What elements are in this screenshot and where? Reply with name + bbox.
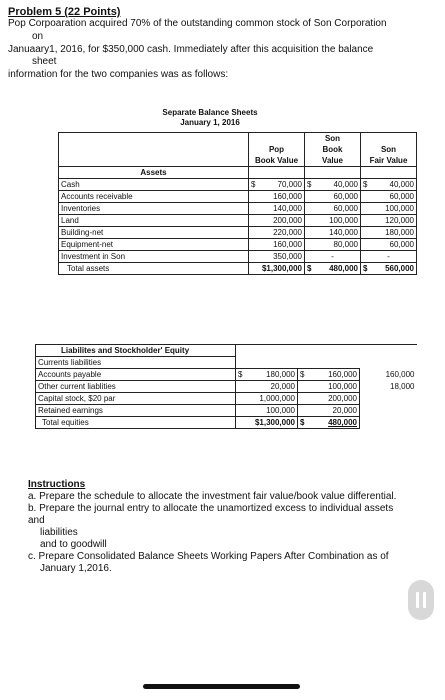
dollar-sign: $: [363, 180, 368, 189]
son-book-value: 140,000: [305, 227, 361, 239]
liabilities-title: Liabilites and Stockholder' Equity: [36, 345, 236, 357]
table-row: [59, 203, 417, 215]
son-fair-value: [360, 393, 417, 405]
dollar-sign: $: [307, 180, 312, 189]
son-fair-value: 60,000: [361, 239, 417, 251]
scroll-handle-button[interactable]: [408, 580, 434, 620]
son-fair-value: -: [361, 251, 417, 263]
table-row: [36, 381, 417, 393]
row-label: Cash: [59, 179, 249, 191]
dollar-sign: $: [251, 180, 256, 189]
table-row: [59, 215, 417, 227]
pop-value: 160,000: [249, 239, 305, 251]
instructions-heading: Instructions: [28, 479, 86, 490]
problem-title: Problem 5 (22 Points): [8, 6, 121, 18]
home-indicator[interactable]: [143, 684, 300, 689]
problem-line-1: Pop Corpoaration acquired 70% of the outstanding common stock of Son Corporation: [8, 18, 387, 29]
row-label: Currents liabilities: [36, 357, 236, 369]
row-label: Equipment-net: [59, 239, 249, 251]
son-fair-value: [360, 405, 417, 417]
pop-value: 220,000: [249, 227, 305, 239]
pop-value: 100,000: [236, 405, 298, 417]
dollar-sign: $: [238, 370, 243, 379]
dollar-sign: $: [363, 264, 368, 273]
balance-sheet-title: Separate Balance Sheets: [162, 108, 258, 117]
row-label: Investment in Son: [59, 251, 249, 263]
pop-total: $1,300,000: [236, 417, 298, 429]
row-label: Total equities: [36, 417, 236, 429]
son-fair-total: [360, 417, 417, 429]
instruction-line-b: b. Prepare the journal entry to allocate the unamortized excess to individual assets: [28, 503, 394, 514]
row-label: Accounts receivable: [59, 191, 249, 203]
son-book-value: 80,000: [305, 239, 361, 251]
table-row-total: [59, 263, 417, 275]
row-label: Capital stock, $20 par: [36, 393, 236, 405]
instruction-line-c: c. Prepare Consolidated Balance Sheets Working Papers After Combination as of: [28, 551, 389, 562]
instruction-line-b-cont-2: liabilities: [40, 527, 78, 538]
assets-table: [58, 132, 417, 275]
row-label: Land: [59, 215, 249, 227]
col-header-son-book-3: Value: [305, 155, 361, 167]
son-book-value: -: [305, 251, 361, 263]
son-book-total: 480,000: [328, 418, 357, 427]
pop-value: 350,000: [249, 251, 305, 263]
grip-icon: [423, 592, 426, 608]
table-row: [36, 369, 417, 381]
table-row: [36, 393, 417, 405]
pop-value: 140,000: [249, 203, 305, 215]
balance-sheet-date: January 1, 2016: [180, 118, 240, 127]
table-row: [59, 239, 417, 251]
son-book-value: 100,000: [305, 215, 361, 227]
table-row: [36, 357, 417, 369]
pop-value: 160,000: [249, 191, 305, 203]
son-book-value: 100,000: [298, 381, 360, 393]
table-row: [59, 191, 417, 203]
problem-line-5: information for the two companies was as follows:: [8, 69, 229, 80]
col-header-pop-1: Pop: [249, 144, 305, 155]
dollar-sign: $: [307, 264, 312, 273]
son-book-value: 60,000: [305, 191, 361, 203]
instruction-line-b-cont-1: and: [28, 515, 45, 526]
instruction-line-c-cont: January 1,2016.: [40, 563, 112, 574]
instruction-line-a: a. Prepare the schedule to allocate the investment fair value/book value differential.: [28, 491, 397, 502]
col-header-pop-2: Book Value: [249, 155, 305, 167]
son-fair-total: 560,000: [385, 264, 414, 273]
row-label: Building-net: [59, 227, 249, 239]
son-fair-value: 18,000: [390, 382, 415, 391]
table-row: [59, 251, 417, 263]
col-header-son-fair-1: Son: [361, 144, 417, 155]
son-fair-value: 40,000: [389, 180, 414, 189]
assets-header: Assets: [59, 167, 249, 179]
son-fair-value: 180,000: [361, 227, 417, 239]
problem-line-3: Januaary1, 2016, for $350,000 cash. Immediately after this acquisition the balance: [8, 44, 374, 55]
son-book-value: 60,000: [305, 203, 361, 215]
row-label: Retained earnings: [36, 405, 236, 417]
pop-value: 20,000: [236, 381, 298, 393]
pop-value: 200,000: [249, 215, 305, 227]
liabilities-table: [35, 344, 417, 429]
son-fair-value: 60,000: [361, 191, 417, 203]
col-header-son-book-2: Book: [305, 144, 361, 155]
pop-value: 180,000: [266, 370, 295, 379]
grip-icon: [416, 592, 419, 608]
row-label: Other current liablities: [36, 381, 236, 393]
son-book-total: 480,000: [329, 264, 358, 273]
dollar-sign: $: [300, 370, 305, 379]
table-row: [36, 405, 417, 417]
son-fair-value: 160,000: [385, 370, 415, 379]
son-book-value: 20,000: [298, 405, 360, 417]
son-book-value: 200,000: [298, 393, 360, 405]
row-label: Inventories: [59, 203, 249, 215]
problem-line-4: sheet: [32, 56, 57, 67]
pop-value: 70,000: [277, 180, 302, 189]
instructions: [28, 479, 396, 575]
col-header-son-fair-2: Fair Value: [361, 155, 417, 167]
table-row: [59, 227, 417, 239]
son-book-value: 160,000: [328, 370, 357, 379]
problem-line-2: on: [32, 31, 44, 42]
son-fair-value: 100,000: [361, 203, 417, 215]
instruction-line-b-cont-3: and to goodwill: [40, 539, 107, 550]
row-label: Accounts payable: [36, 369, 236, 381]
son-book-value: 40,000: [333, 180, 358, 189]
son-fair-value: 120,000: [361, 215, 417, 227]
pop-value: 1,000,000: [236, 393, 298, 405]
table-row-total: [36, 417, 417, 429]
col-header-son-book-1: Son: [305, 133, 361, 145]
table-row: [59, 179, 417, 191]
row-label: Total assets: [59, 263, 249, 275]
pop-total: $1,300,000: [249, 263, 305, 275]
dollar-sign: $: [300, 418, 305, 427]
